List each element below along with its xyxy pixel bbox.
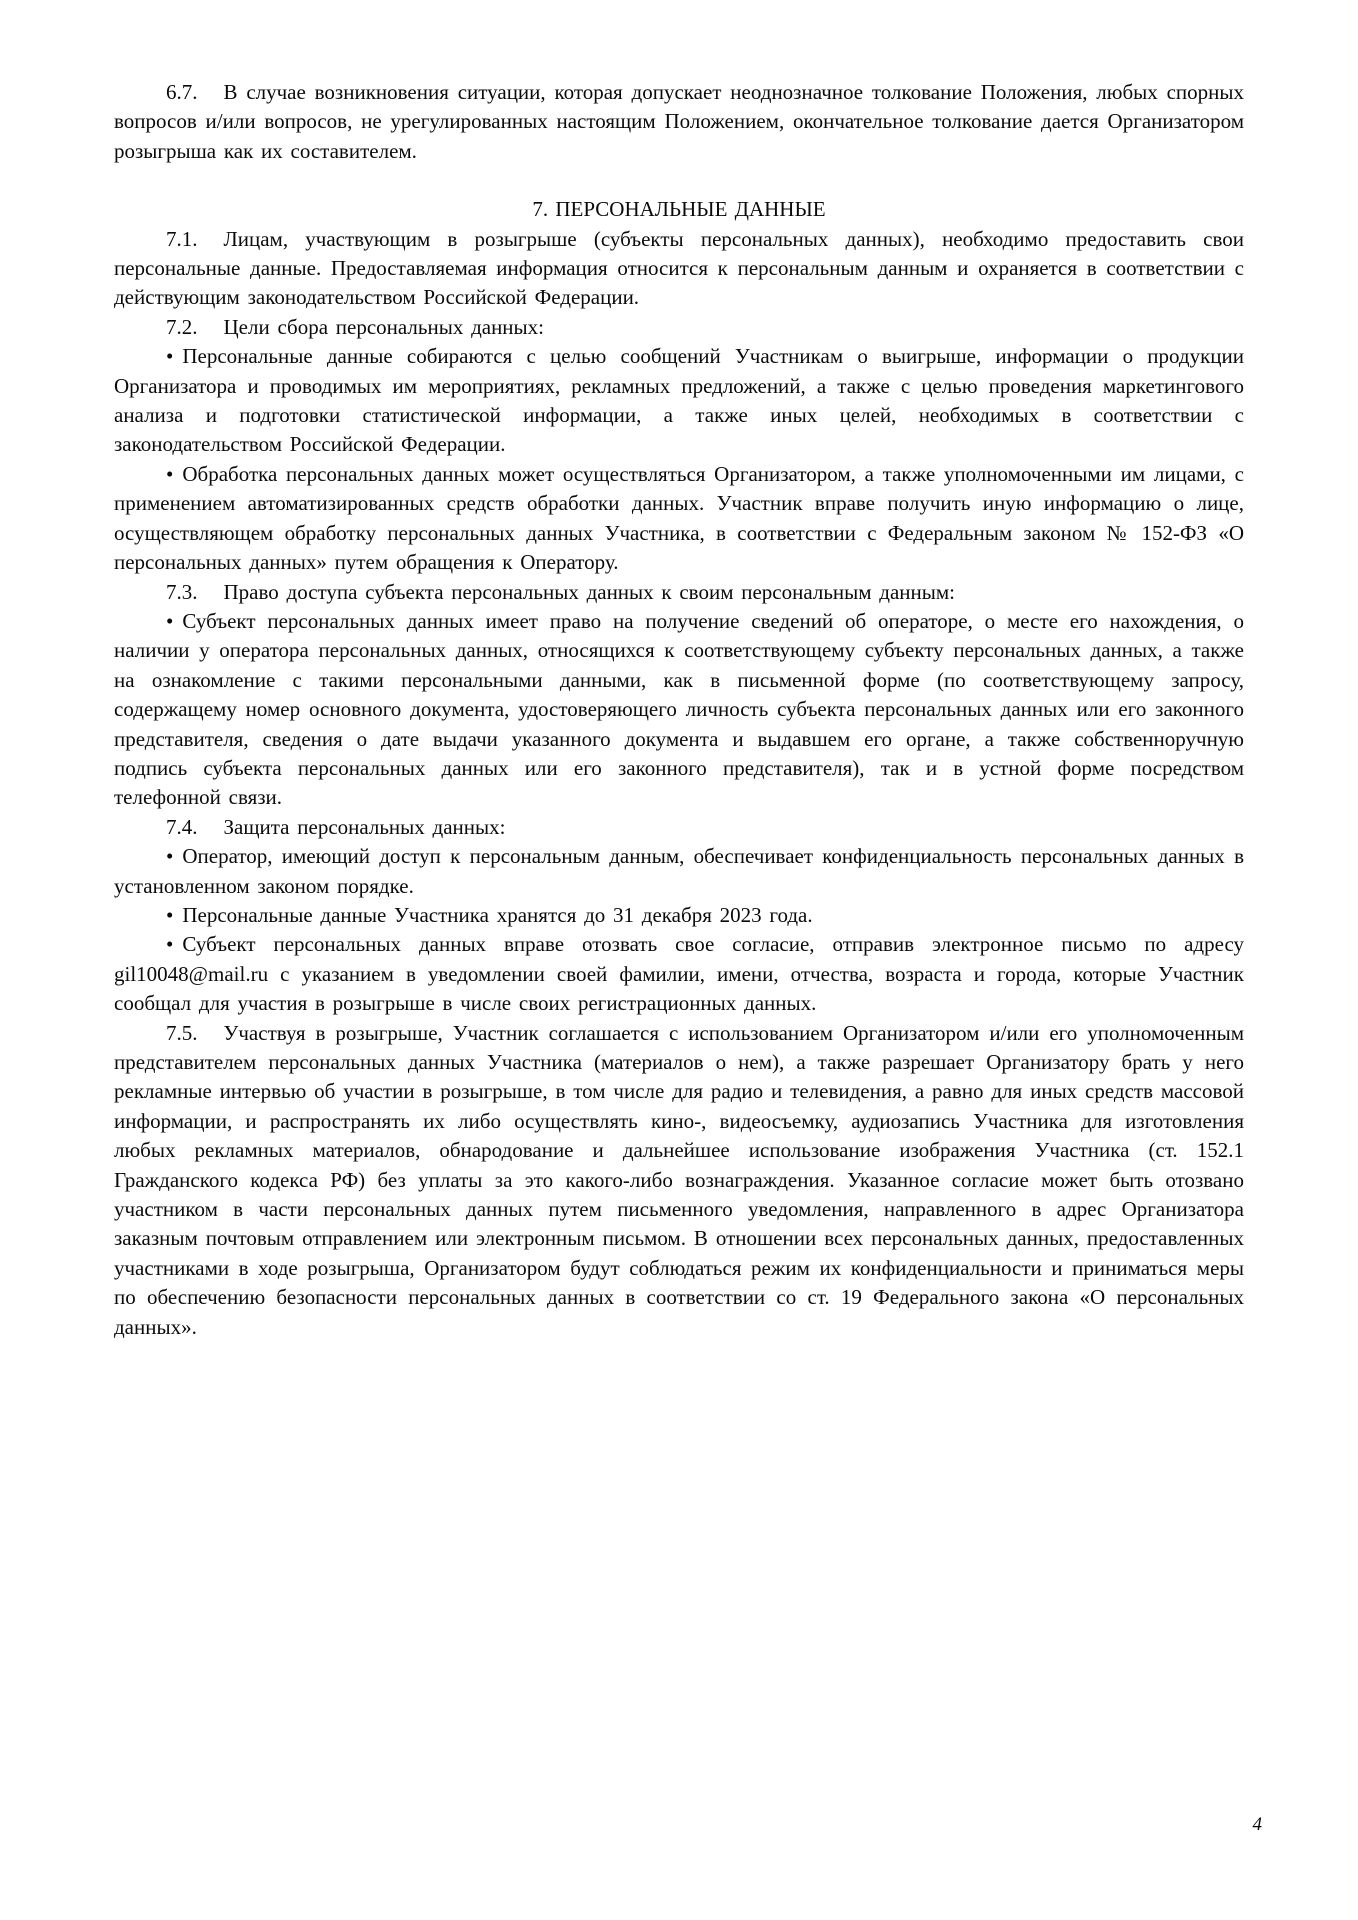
paragraph-number: 7.3.: [166, 579, 198, 604]
bullet-icon: •: [166, 932, 174, 957]
numbered-paragraph: [114, 1019, 1244, 1342]
paragraph-text: Обработка персональных данных может осуществляться Организатором, а также уполномоченными им лицами, с применением автоматизированных средств обработки данных. Участник вправе получить иную информацию о лице, осуществляющем обработку персональных данных Участника, в соответствии с Федеральным законом № 152-ФЗ «О персональных данных» путем обращения к Оператору.: [114, 461, 1244, 575]
paragraph-text: Субъект персональных данных вправе отозвать свое согласие, отправив электронное письмо по адресу gil10048@mail.ru с указанием в уведомлении своей фамилии, имени, отчества, возраста и города, которые Участник сообщал для участия в розыгрыше в числе своих регистрационных данных.: [114, 932, 1244, 1016]
paragraph-text: Цели сбора персональных данных:: [223, 314, 544, 339]
paragraph-text: Право доступа субъекта персональных данных к своим персональным данным:: [223, 579, 956, 604]
numbered-paragraph: [114, 313, 1244, 342]
paragraph-text: Субъект персональных данных имеет право на получение сведений об операторе, о месте его нахождения, о наличии у оператора персональных данных, относящихся к соответствующему субъекту персональных данных, а также на ознакомление с такими персональными данными, как в письменной форме (по соответствующему запросу, содержащему номер основного документа, удостоверяющего личность субъекта персональных данных или его законного представителя, сведения о дате выдачи указанного документа и выдавшем его органе, а также собственноручную подпись субъекта персональных данных или его законного представителя), так и в устной форме посредством телефонной связи.: [114, 608, 1244, 810]
section-heading: [114, 195, 1244, 224]
numbered-paragraph: [114, 225, 1244, 313]
page-number: 4: [1252, 1814, 1262, 1835]
paragraph-number: 7.5.: [166, 1020, 198, 1045]
paragraph-number: 7.2.: [166, 314, 198, 339]
numbered-paragraph: [114, 578, 1244, 607]
bullet-icon: •: [166, 608, 174, 633]
paragraph-text: Защита персональных данных:: [223, 814, 506, 839]
numbered-paragraph: [114, 78, 1244, 166]
bullet-icon: •: [166, 344, 174, 369]
bullet-item: [114, 901, 1244, 930]
numbered-paragraph: [114, 813, 1244, 842]
bullet-item: [114, 460, 1244, 578]
paragraph-text: Участвуя в розыгрыше, Участник соглашается с использованием Организатором и/или его уполномоченным представителем персональных данных Участника (материалов о нем), а также разрешает Организатору брать у него рекламные интервью об участии в розыгрыше, в том числе для радио и телевидения, а равно для иных средств массовой информации, и распространять их либо осуществлять кино-, видеосъемку, аудиозапись Участника для изготовления любых рекламных материалов, обнародование и дальнейшее использование изображения Участника (ст. 152.1 Гражданского кодекса РФ) без уплаты за это какого-либо вознаграждения. Указанное согласие может быть отозвано участником в части персональных данных путем письменного уведомления, направленного в адрес Организатора заказным почтовым отправлением или электронным письмом. В отношении всех персональных данных, предоставленных участниками в ходе розыгрыша, Организатором будут соблюдаться режим их конфиденциальности и приниматься меры по обеспечению безопасности персональных данных в соответствии со ст. 19 Федерального закона «О персональных данных».: [114, 1020, 1244, 1339]
paragraph-text: 7. ПЕРСОНАЛЬНЫЕ ДАННЫЕ: [532, 197, 826, 222]
bullet-item: [114, 842, 1244, 901]
bullet-icon: •: [166, 461, 174, 486]
bullet-icon: •: [166, 902, 174, 927]
bullet-item: [114, 342, 1244, 460]
bullet-icon: •: [166, 844, 174, 869]
paragraph-text: Оператор, имеющий доступ к персональным данным, обеспечивает конфиденциальность персональных данных в установленном законом порядке.: [114, 844, 1244, 898]
paragraph-text: Персональные данные Участника хранятся до 31 декабря 2023 года.: [182, 902, 813, 927]
paragraph-number: 7.4.: [166, 814, 198, 839]
bullet-item: [114, 930, 1244, 1018]
paragraph-text: Лицам, участвующим в розыгрыше (субъекты персональных данных), необходимо предоставить свои персональные данные. Предоставляемая информация относится к персональным данным и охраняется в соответствии с действующим законодательством Российской Федерации.: [114, 226, 1244, 310]
paragraph-text: Персональные данные собираются с целью сообщений Участникам о выигрыше, информации о продукции Организатора и проводимых им мероприятиях, рекламных предложений, а также с целью проведения маркетингового анализа и подготовки статистической информации, а также иных целей, необходимых в соответствии с законодательством Российской Федерации.: [114, 344, 1244, 457]
paragraph-number: 7.1.: [166, 226, 198, 251]
bullet-item: [114, 607, 1244, 813]
document-body: [114, 78, 1244, 1342]
paragraph-text: В случае возникновения ситуации, которая допускает неоднозначное толкование Положения, любых спорных вопросов и/или вопросов, не урегулированных настоящим Положением, окончательное толкование дается Организатором розыгрыша как их составителем.: [114, 80, 1244, 163]
paragraph-number: 6.7.: [166, 80, 198, 104]
